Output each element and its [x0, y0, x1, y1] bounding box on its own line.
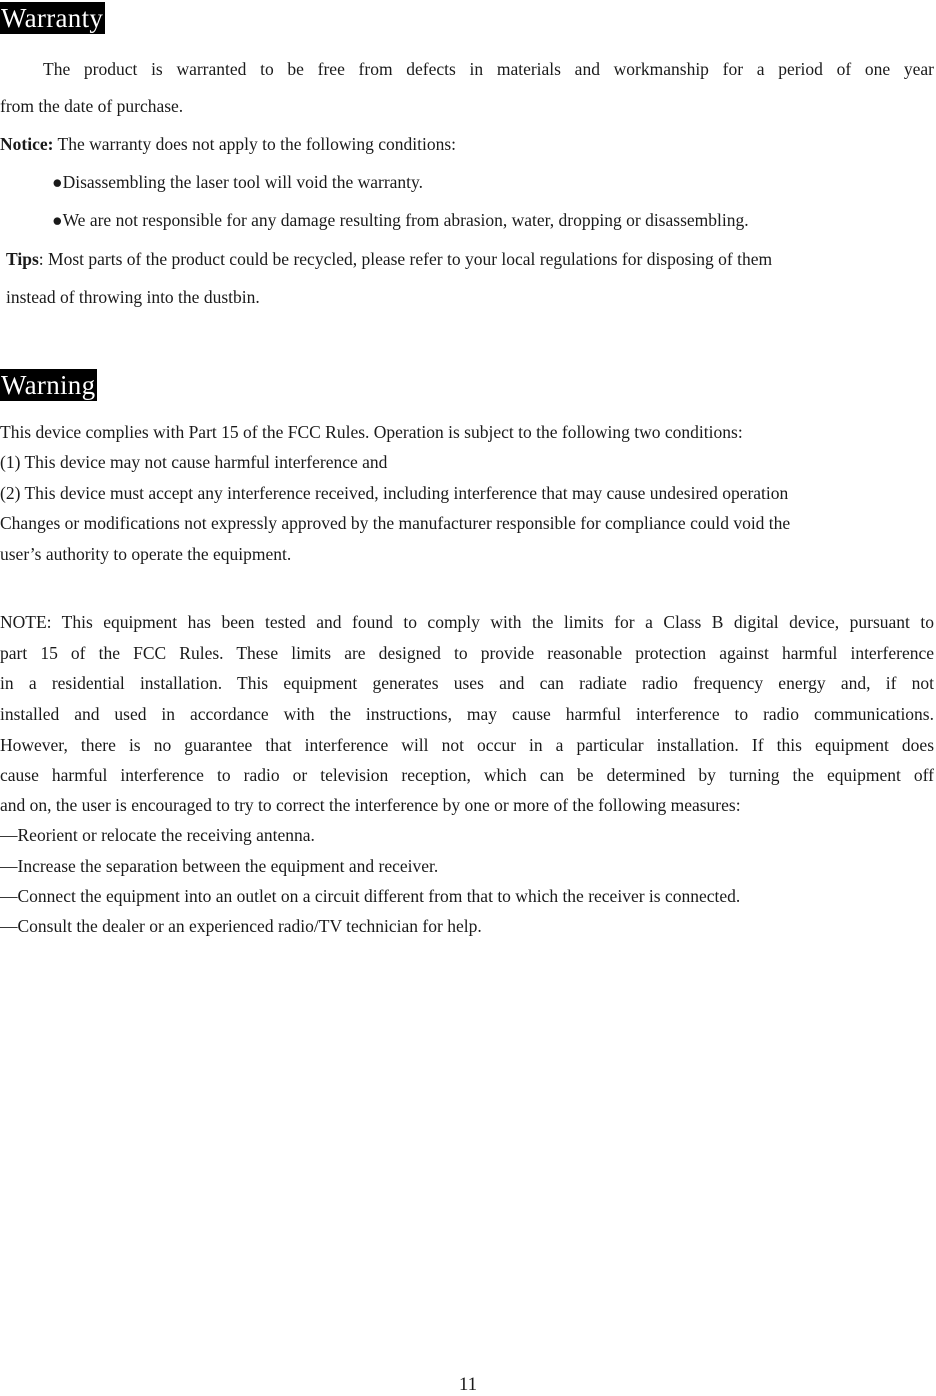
- measure-item: —Increase the separation between the equipment and receiver.: [0, 856, 439, 876]
- warning-line: This device complies with Part 15 of the FCC Rules. Operation is subject to the following two conditions:: [0, 422, 743, 442]
- note-line: However, there is no guarantee that interference will not occur in a particular installation. If this equipment does: [0, 735, 934, 755]
- notice-text: The warranty does not apply to the following conditions:: [53, 134, 457, 154]
- tips-line: [6, 248, 772, 270]
- note-line: installed and used in accordance with the instructions, may cause harmful interference to radio communications.: [0, 704, 934, 724]
- warranty-paragraph-line-1: The product is warranted to be free from defects in materials and workmanship for a period of one year: [43, 59, 934, 79]
- warning-line: Changes or modifications not expressly approved by the manufacturer responsible for compliance could void the: [0, 513, 791, 533]
- warning-line: (2) This device must accept any interference received, including interference that may cause undesired operation: [0, 483, 789, 503]
- measure-item: —Connect the equipment into an outlet on a circuit different from that to which the receiver is connected.: [0, 886, 741, 906]
- tips-text-line-1: Most parts of the product could be recycled, please refer to your local regulations for disposing of them: [43, 249, 773, 269]
- warning-heading: Warning: [1, 370, 96, 400]
- tips-label: Tips: [6, 249, 39, 269]
- warranty-bullet-1: ●Disassembling the laser tool will void the warranty.: [52, 172, 424, 192]
- measure-item: —Consult the dealer or an experienced radio/TV technician for help.: [0, 916, 482, 936]
- warranty-bullet-2: ●We are not responsible for any damage resulting from abrasion, water, dropping or disassembling.: [52, 210, 749, 230]
- note-line: in a residential installation. This equipment generates uses and can radiate radio frequency energy and, if not: [0, 673, 934, 693]
- notice-line: [0, 133, 456, 155]
- note-line: part 15 of the FCC Rules. These limits are designed to provide reasonable protection against harmful interference: [0, 643, 934, 663]
- notice-label: Notice:: [0, 134, 54, 154]
- warranty-heading: Warranty: [1, 3, 104, 33]
- tips-text-line-2: instead of throwing into the dustbin.: [6, 287, 260, 307]
- measure-item: —Reorient or relocate the receiving antenna.: [0, 825, 315, 845]
- tips-colon: :: [38, 249, 44, 269]
- warranty-paragraph-line-2: from the date of purchase.: [0, 96, 184, 116]
- page-number: 11: [458, 1374, 478, 1395]
- warning-line: user’s authority to operate the equipment.: [0, 544, 292, 564]
- note-line: and on, the user is encouraged to try to correct the interference by one or more of the following measures:: [0, 795, 741, 815]
- note-line: NOTE: This equipment has been tested and found to comply with the limits for a Class B digital device, pursuant to: [0, 612, 934, 632]
- warning-line: (1) This device may not cause harmful interference and: [0, 452, 388, 472]
- note-line: cause harmful interference to radio or television reception, which can be determined by turning the equipment off: [0, 765, 934, 785]
